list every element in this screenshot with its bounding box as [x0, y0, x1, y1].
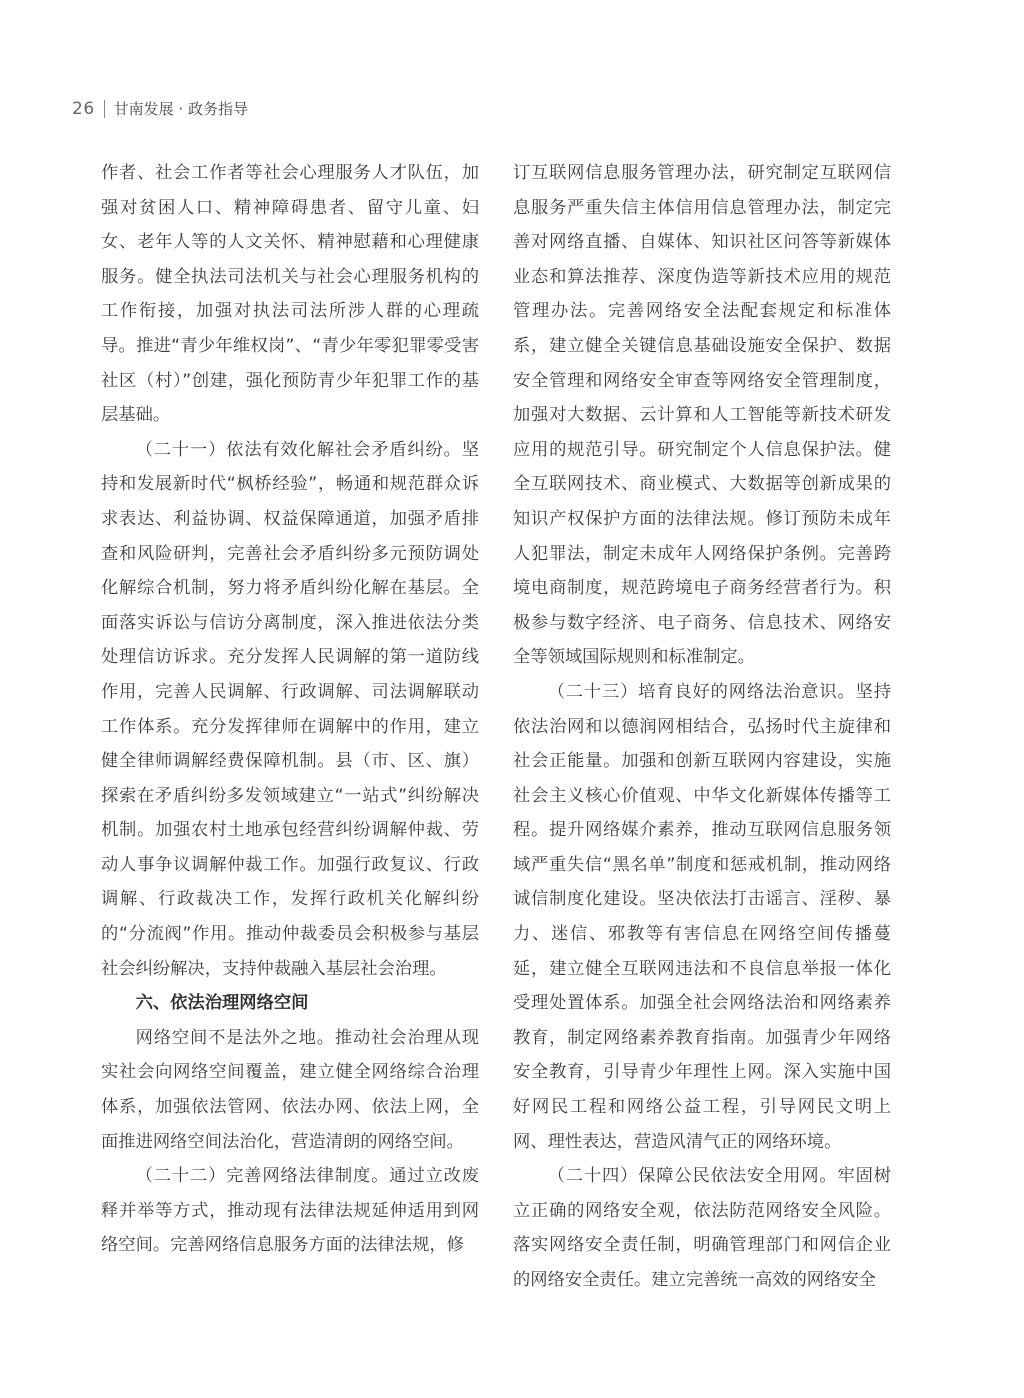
page-number: 26 [72, 98, 95, 119]
paragraph: 订互联网信息服务管理办法，研究制定互联网信息服务严重失信主体信用信息管理办法，制定完善对网络直播、自媒体、知识社区问答等新媒体业态和算法推荐、深度伪造等新技术应用的规范管理办法。完善网络安全法配套规定和标准体系，建立健全关键信息基础设施安全保护、数据安全管理和网络安全审查等网络安全管理制度，加强对大数据、云计算和人工智能等新技术研发应用的规范引导。研究制定个人信息保护法。健全互联网技术、商业模式、大数据等创新成果的知识产权保护方面的法律法规。修订预防未成年人犯罪法，制定未成年人网络保护条例。完善跨境电商制度，规范跨境电子商务经营者行为。积极参与数字经济、电子商务、信息技术、网络安全等领域国际规则和标准制定。 [513, 163, 891, 668]
paragraph: 作者、社会工作者等社会心理服务人才队伍，加强对贫困人口、精神障碍患者、留守儿童、妇女、老年人等的人文关怀、精神慰藉和心理健康服务。健全执法司法机关与社会心理服务机构的工作衔接，加强对执法司法所涉人群的心理疏导。推进“青少年维权岗”、“青少年零犯罪零受害社区（村）”创建，强化预防青少年犯罪工作的基层基础。 [101, 163, 479, 426]
header-divider [104, 100, 105, 118]
paragraph: （二十一）依法有效化解社会矛盾纠纷。坚持和发展新时代“枫桥经验”，畅通和规范群众诉求表达、利益协调、权益保障通道，加强矛盾排查和风险研判，完善社会矛盾纠纷多元预防调处化解综合机制，努力将矛盾纠纷化解在基层。全面落实诉讼与信访分离制度，深入推进依法分类处理信访诉求。充分发挥人民调解的第一道防线作用，完善人民调解、行政调解、司法调解联动工作体系。充分发挥律师在调解中的作用，建立健全律师调解经费保障机制。县（市、区、旗）探索在矛盾纠纷多发领域建立“一站式”纠纷解决机制。加强农村土地承包经营纠纷调解仲裁、劳动人事争议调解仲裁工作。加强行政复议、行政调解、行政裁决工作，发挥行政机关化解纠纷的“分流阀”作用。推动仲裁委员会积极参与基层社会纠纷解决，支持仲裁融入基层社会治理。 [101, 439, 479, 979]
paragraph: （二十四）保障公民依法安全用网。牢固树立正确的网络安全观，依法防范网络安全风险。落实网络安全责任制，明确管理部门和网信企业的网络安全责任。建立完善统一高效的网络安全 [513, 1166, 891, 1290]
paragraph: 网络空间不是法外之地。推动社会治理从现实社会向网络空间覆盖，建立健全网络综合治理体系，加强依法管网、依法办网、依法上网，全面推进网络空间法治化，营造清朗的网络空间。 [101, 1027, 479, 1152]
running-title: 甘南发展 · 政务指导 [113, 100, 248, 118]
paragraph: （二十二）完善网络法律制度。通过立改废释并举等方式，推动现有法律法规延伸适用到网络空间。完善网络信息服务方面的法律法规，修 [101, 1166, 479, 1256]
paragraph: （二十三）培育良好的网络法治意识。坚持依法治网和以德润网相结合，弘扬时代主旋律和社会正能量。加强和创新互联网内容建设，实施社会主义核心价值观、中华文化新媒体传播等工程。提升网络媒介素养，推动互联网信息服务领域严重失信“黑名单”制度和惩戒机制，推动网络诚信制度化建设。坚决依法打击谣言、淫秽、暴力、迷信、邪教等有害信息在网络空间传播蔓延，建立健全互联网违法和不良信息举报一体化受理处置体系。加强全社会网络法治和网络素养教育，制定网络素养教育指南。加强青少年网络安全教育，引导青少年理性上网。深入实施中国好网民工程和网络公益工程，引导网民文明上网、理性表达，营造风清气正的网络环境。 [513, 681, 891, 1152]
left-column [101, 156, 479, 1263]
section-heading: 六、依法治理网络空间 [135, 993, 309, 1014]
right-column [513, 156, 891, 1298]
page-header [72, 98, 248, 119]
